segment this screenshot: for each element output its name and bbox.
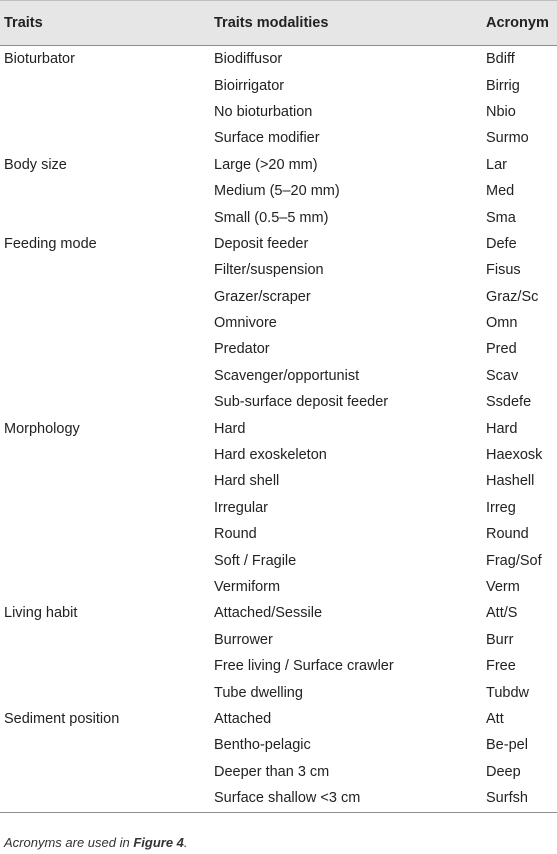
modality-cell: Bentho-pelagic (214, 737, 311, 754)
table-row (0, 152, 557, 178)
modality-cell: Omnivore (214, 315, 277, 332)
acronym-cell: Med (486, 183, 515, 200)
acronym-cell: Frag/Sof (486, 552, 542, 569)
table-row (0, 363, 557, 389)
acronym-cell: Haexosk (486, 447, 543, 464)
modality-cell: Tube dwelling (214, 684, 303, 701)
acronym-cell: Scav (486, 367, 519, 384)
modality-cell: Hard (214, 420, 246, 437)
trait-cell (0, 785, 210, 813)
trait-cell (0, 125, 210, 151)
acronym-cell: Irreg (486, 499, 516, 516)
table-row (0, 389, 557, 415)
table-row (0, 178, 557, 204)
table-row (0, 706, 557, 732)
modality-cell: Vermiform (214, 579, 281, 595)
trait-cell (0, 627, 210, 653)
table-row (0, 99, 557, 125)
acronym-cell: Att/S (486, 605, 518, 622)
trait-cell (0, 759, 210, 785)
trait-cell: Body size (4, 156, 67, 173)
trait-cell (0, 653, 210, 679)
trait-cell: Bioturbator (4, 51, 75, 68)
modality-cell: Hard shell (214, 473, 280, 490)
table-row (0, 284, 557, 310)
modality-cell: Medium (5–20 mm) (214, 183, 340, 200)
trait-cell (0, 679, 210, 705)
acronym-cell: Surmo (486, 130, 529, 147)
table-row (0, 574, 557, 600)
table-row (0, 125, 557, 151)
modality-cell: Free living / Surface crawler (214, 658, 394, 675)
acronym-cell: Hashell (486, 473, 535, 490)
acronym-cell: Ssdefe (486, 394, 532, 411)
table-row (0, 468, 557, 494)
acronym-cell: Defe (486, 235, 517, 252)
trait-cell (0, 521, 210, 547)
table-row (0, 336, 557, 362)
modality-cell: Large (>20 mm) (214, 156, 318, 173)
acronym-cell: Pred (486, 341, 517, 358)
acronym-cell: Round (486, 526, 529, 543)
acronym-cell: Omn (486, 315, 518, 332)
header-row (0, 1, 557, 46)
acronym-cell: Att (486, 710, 504, 727)
table-row (0, 600, 557, 626)
table-row (0, 415, 557, 441)
table-row (0, 257, 557, 283)
acronym-cell: Graz/Sc (486, 288, 539, 305)
acronym-cell: Surfsh (482, 785, 557, 813)
trait-cell (0, 99, 210, 125)
trait-cell (0, 284, 210, 310)
modality-cell: Predator (214, 341, 270, 358)
acronym-cell: Burr (486, 631, 514, 648)
acronym-cell: Sma (486, 209, 516, 226)
trait-cell (0, 310, 210, 336)
modality-cell: Surface shallow <3 cm (210, 785, 482, 813)
table-row (0, 495, 557, 521)
trait-cell (0, 468, 210, 494)
modality-cell: Round (214, 526, 257, 543)
table-row (0, 310, 557, 336)
modality-cell: Filter/suspension (214, 262, 324, 279)
table-row (0, 547, 557, 573)
table-row (0, 231, 557, 257)
modality-cell: Small (0.5–5 mm) (214, 209, 329, 226)
table-row (0, 679, 557, 705)
footnote-prefix: Acronyms are used in (4, 835, 134, 850)
modality-cell: Attached/Sessile (214, 605, 323, 622)
modality-cell: Burrower (214, 631, 273, 648)
table-row (0, 759, 557, 785)
table-footnote (4, 835, 188, 850)
acronym-cell: Nbio (486, 103, 516, 120)
trait-cell: Living habit (4, 605, 78, 622)
trait-cell: Sediment position (4, 710, 120, 727)
modality-cell: Sub-surface deposit feeder (214, 394, 389, 411)
trait-cell (0, 72, 210, 98)
acronym-cell: Be-pel (486, 737, 528, 754)
header-acronym: Acronym (482, 1, 557, 46)
modality-cell: Grazer/scraper (214, 288, 311, 305)
modality-cell: Deeper than 3 cm (214, 763, 330, 780)
modality-cell: Attached (214, 710, 272, 727)
table-row (0, 204, 557, 230)
modality-cell: Irregular (214, 499, 268, 516)
modality-cell: Bioirrigator (214, 77, 285, 94)
modality-cell: No bioturbation (214, 103, 313, 120)
header-traits: Traits (0, 1, 210, 46)
table-row (0, 732, 557, 758)
table-row (0, 521, 557, 547)
trait-cell: Morphology (4, 420, 80, 437)
trait-cell (0, 442, 210, 468)
trait-cell (0, 336, 210, 362)
trait-cell (0, 363, 210, 389)
table-row (0, 46, 557, 73)
acronym-cell: Free (486, 658, 516, 675)
table-row (0, 442, 557, 468)
trait-cell (0, 257, 210, 283)
trait-cell (0, 495, 210, 521)
header-modalities: Traits modalities (210, 1, 482, 46)
acronym-cell: Verm (486, 579, 520, 595)
acronym-cell: Deep (486, 763, 521, 780)
table-row (0, 627, 557, 653)
trait-cell (0, 732, 210, 758)
acronym-cell: Bdiff (486, 51, 515, 68)
trait-cell (0, 389, 210, 415)
table-body (0, 46, 557, 813)
trait-cell (0, 204, 210, 230)
modality-cell: Scavenger/opportunist (214, 367, 360, 384)
modality-cell: Soft / Fragile (214, 552, 297, 569)
footnote-suffix: . (183, 835, 188, 850)
table-row (0, 72, 557, 98)
modality-cell: Biodiffusor (214, 51, 283, 68)
acronym-cell: Lar (486, 156, 507, 173)
table-row (0, 653, 557, 679)
acronym-cell: Tubdw (486, 684, 529, 701)
table-header (0, 1, 557, 46)
table-row (0, 785, 557, 813)
modality-cell: Deposit feeder (214, 235, 309, 252)
acronym-cell: Birrig (486, 77, 520, 94)
acronym-cell: Fisus (486, 262, 521, 279)
modality-cell: Surface modifier (214, 130, 320, 147)
footnote-figure-ref[interactable]: Figure 4 (133, 835, 184, 850)
modality-cell: Hard exoskeleton (214, 447, 327, 464)
trait-cell (0, 574, 210, 600)
trait-cell (0, 178, 210, 204)
acronym-cell: Hard (486, 420, 518, 437)
trait-cell (0, 547, 210, 573)
trait-cell: Feeding mode (4, 235, 97, 252)
